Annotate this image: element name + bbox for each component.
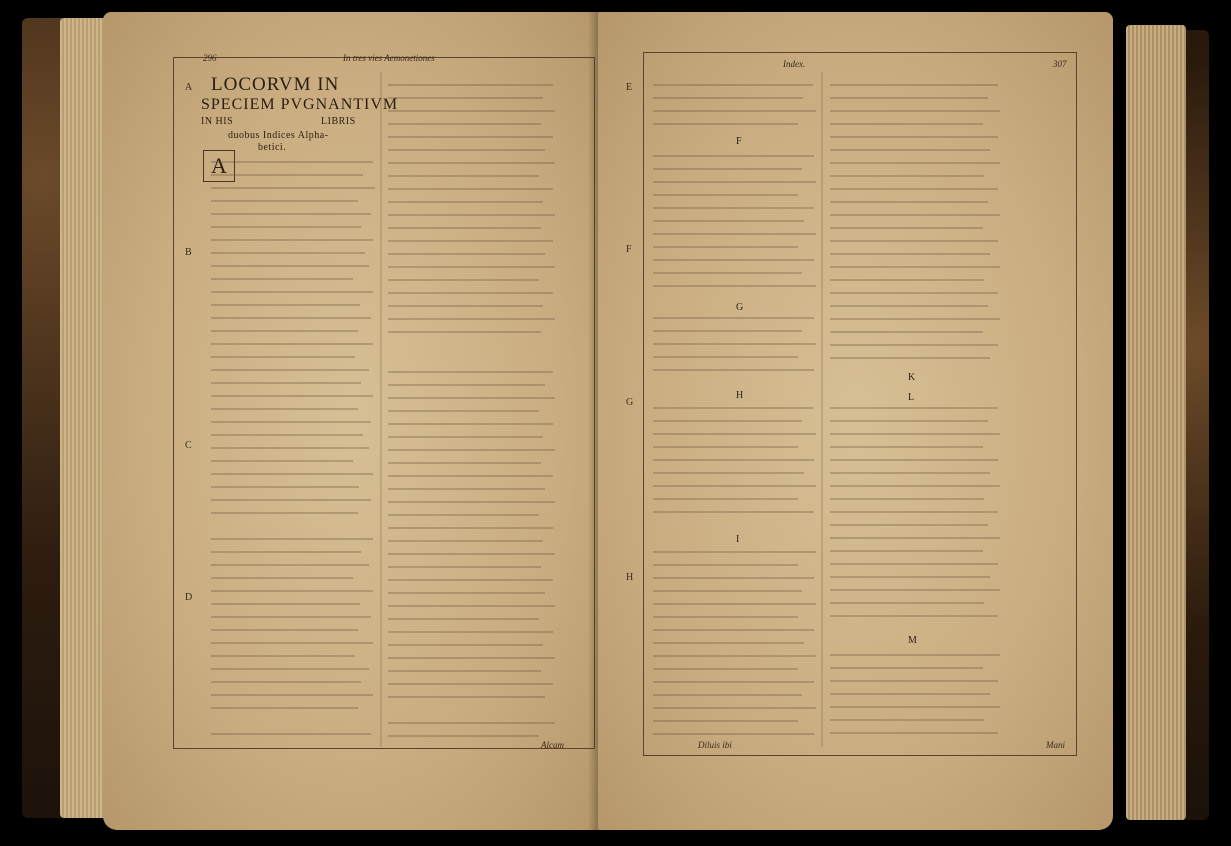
margin-letter-g-left: G	[626, 397, 634, 408]
left-page-number: 296	[203, 53, 217, 63]
section-f: F	[736, 136, 742, 147]
section-i: I	[736, 534, 740, 545]
index-title-line3: IN HIS	[201, 116, 234, 127]
section-k: K	[908, 372, 916, 383]
right-signature: Mani	[1046, 740, 1065, 750]
section-m: M	[908, 635, 917, 646]
left-text-lines	[103, 12, 600, 830]
right-page-number: 307	[1053, 59, 1067, 69]
index-title-line1: LOCORVM IN	[211, 74, 340, 95]
index-title-small: duobus Indices Alpha-	[228, 130, 329, 141]
dropcap-a: A	[203, 150, 235, 182]
margin-letter-h-left: H	[626, 572, 634, 583]
index-title-line3b: LIBRIS	[321, 116, 356, 127]
right-page-edges	[1126, 25, 1186, 820]
index-title-small2: betici.	[258, 142, 287, 153]
margin-letter-e-left: E	[626, 82, 633, 93]
section-l: L	[908, 392, 915, 403]
margin-letter-b: B	[185, 247, 192, 258]
index-title-line2: SPECIEM PVGNANTIVM	[201, 96, 399, 113]
section-g: G	[736, 302, 744, 313]
left-running-title: In tres vies Aemonetiones	[343, 53, 435, 63]
margin-letter-d: D	[185, 592, 193, 603]
margin-letter-c: C	[185, 440, 192, 451]
right-footer: Diluis ibi	[698, 740, 732, 750]
section-h: H	[736, 390, 744, 401]
left-signature: Alcam	[541, 740, 564, 750]
right-text-lines	[598, 12, 1113, 830]
right-running-title: Index.	[783, 59, 806, 69]
right-page	[598, 12, 1113, 830]
margin-letter-a: A	[185, 82, 193, 93]
margin-letter-f-left: F	[626, 244, 632, 255]
left-page	[103, 12, 600, 830]
